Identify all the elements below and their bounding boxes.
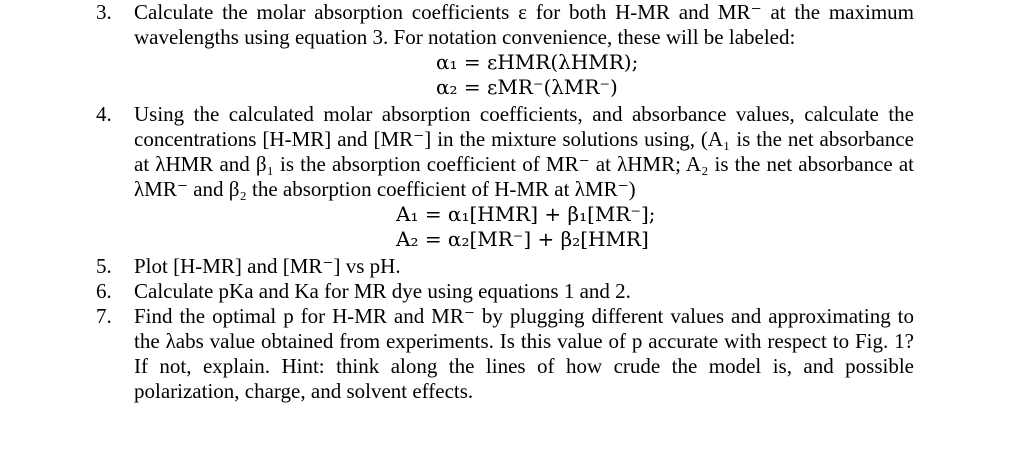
list-item-7 xyxy=(96,304,914,404)
item-4-line-1: Using the calculated molar absorption coefficients, and absorbance values, calculate the xyxy=(134,102,914,126)
item-number: 4. xyxy=(96,102,112,126)
item-7-line-2: the λabs value obtained from experiments. Is this value of p accurate with respect to Fig. 1? xyxy=(134,329,914,353)
item-number: 6. xyxy=(96,279,112,303)
numbered-instruction-list xyxy=(96,0,914,404)
list-item-6 xyxy=(96,279,914,304)
item-number: 3. xyxy=(96,0,112,24)
item-3-line-2: wavelengths using equation 3. For notation convenience, these will be labeled: xyxy=(134,25,796,49)
item-7-line-3: If not, explain. Hint: think along the lines of how crude the model is, and possible xyxy=(134,354,914,378)
item-3-line-1: Calculate the molar absorption coefficients ε for both H-MR and MR⁻ at the maximum xyxy=(134,0,914,24)
equation-alpha-1: α₁ = εHMR(λHMR); xyxy=(436,50,639,74)
item-4-line-4: λMR⁻ and β₂ the absorption coefficient of H-MR at λMR⁻) xyxy=(134,177,636,201)
item-5-text: Plot [H-MR] and [MR⁻] vs pH. xyxy=(134,254,401,278)
item-number: 5. xyxy=(96,254,112,278)
item-6-text: Calculate pKa and Ka for MR dye using equations 1 and 2. xyxy=(134,279,631,303)
list-item-3 xyxy=(96,0,914,100)
item-7-line-4: polarization, charge, and solvent effects. xyxy=(134,379,474,403)
list-item-5 xyxy=(96,254,914,279)
item-7-line-1: Find the optimal p for H-MR and MR⁻ by plugging different values and approximating to xyxy=(134,304,914,328)
list-item-4 xyxy=(96,102,914,252)
item-number: 7. xyxy=(96,304,112,328)
equation-alpha-2: α₂ = εMR⁻(λMR⁻) xyxy=(436,75,618,99)
item-4-line-2: concentrations [H-MR] and [MR⁻] in the mixture solutions using, (A₁ is the net absorbance xyxy=(134,127,914,151)
equation-a1: A₁ = α₁[HMR] + β₁[MR⁻]; xyxy=(396,202,656,226)
item-4-line-3: at λHMR and β₁ is the absorption coefficient of MR⁻ at λHMR; A₂ is the net absorbance at xyxy=(134,152,914,176)
equation-a2: A₂ = α₂[MR⁻] + β₂[HMR] xyxy=(396,227,649,251)
